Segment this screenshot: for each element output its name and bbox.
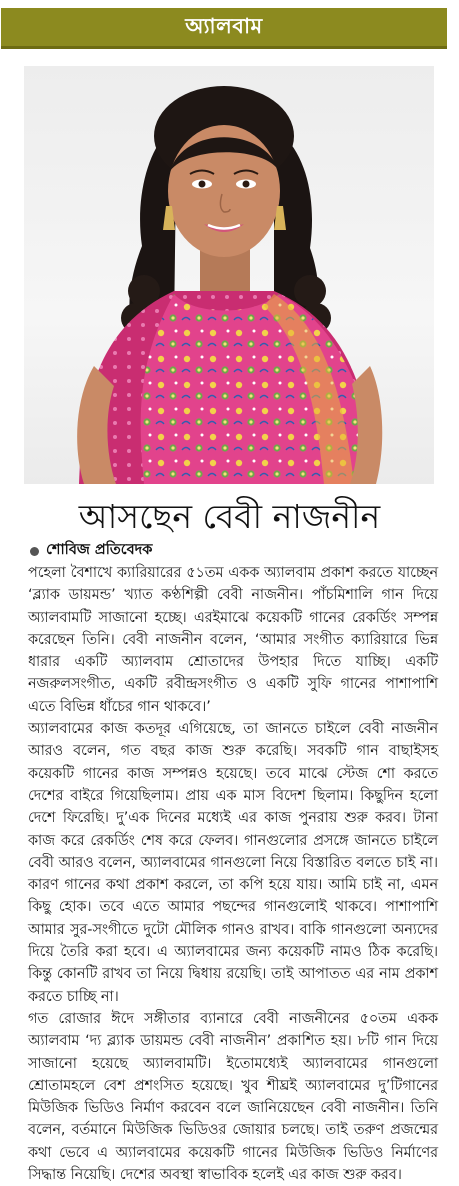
singer-portrait-illustration bbox=[24, 66, 434, 484]
bullet-icon bbox=[30, 547, 39, 556]
byline bbox=[30, 541, 152, 561]
article-paragraph-1: পহেলা বৈশাখে ক্যারিয়ারের ৫১তম একক অ্যালবাম প্রকাশ করতে যাচ্ছেন ‘ব্ল্যাক ডায়মন্ড’ খ্যাত কণ্ঠশিল্পী বেবী নাজনীন। পাঁচমিশালি গান দিয়ে অ্যালবামটি সাজানো হচ্ছে। এরইমাঝে কয়েকটি গানের রেকর্ডিং সম্পন্ন করেছেন তিনি। বেবী নাজনীন বলেন, ‘আমার সংগীত ক্যারিয়ারে ভিন্ন ধারার একটি অ্যালবাম শ্রোতাদের উপহার দিতে যাচ্ছি। একটি নজরুলসংগীত, একটি রবীন্দ্রসংগীত ও একটি সুফি গানের পাশাপাশি এতে বিভিন্ন ধাঁচের গান থাকবে।’ bbox=[28, 565, 438, 715]
section-title: অ্যালবাম bbox=[185, 13, 263, 38]
article-body bbox=[28, 562, 438, 1186]
byline-text: শোবিজ প্রতিবেদক bbox=[46, 542, 153, 558]
section-header-bar bbox=[1, 8, 447, 49]
article-paragraph-2: অ্যালবামের কাজ কতদূর এগিয়েছে, তা জানতে চাইলে বেবী নাজনীন আরও বলেন, গত বছর কাজ শুরু করেছি। সবকটি গান বাছাইসহ কয়েকটি গানের কাজ সম্পন্নও হয়েছে। তবে মাঝে স্টেজ শো করতে দেশের বাইরে গিয়েছিলাম। প্রায় এক মাস বিদেশ ছিলাম। কিছুদিন হলো দেশে ফিরেছি। দু’এক দিনের মধ্যেই এর কাজ পুনরায় শুরু করব। টানা কাজ করে রেকর্ডিং শেষ করে ফেলব। গানগুলোর প্রসঙ্গে জানতে চাইলে বেবী আরও বলেন, অ্যালবামের গানগুলো নিয়ে বিস্তারিত বলতে চাই না। কারণ গানের কথা প্রকাশ করলে, তা কপি হয়ে যায়। আমি চাই না, এমন কিছু হোক। তবে এতে আমার পছন্দের গানগুলোই থাকবে। পাশাপাশি আমার সুর-সংগীতে দুটো মৌলিক গানও রাখব। বাকি গানগুলো অন্যদের দিয়ে তৈরি করা হবে। এ অ্যালবামের জন্য কয়েকটি নামও ঠিক করেছি। কিন্তু কোনটি রাখব তা নিয়ে দ্বিধায় রয়েছি। তাই আপাতত এর নাম প্রকাশ করতে চাচ্ছি না। bbox=[28, 721, 438, 1005]
article-paragraph-3: গত রোজার ঈদে সঙ্গীতার ব্যানারে বেবী নাজনীনের ৫০তম একক অ্যালবাম ‘দ্য ব্ল্যাক ডায়মন্ড বেবী নাজনীন’ প্রকাশিত হয়। ৮টি গান দিয়ে সাজানো হয়েছে অ্যালবামটি। ইতোমধ্যেই অ্যালবামের গানগুলো শ্রোতামহলে বেশ প্রশংসিত হয়েছে। খুব শীঘ্রই অ্যালবামের দু’টিগানের মিউজিক ভিডিও নির্মাণ করবেন বলে জানিয়েছেন বেবী নাজনীন। তিনি বলেন, বর্তমানে মিউজিক ভিডিওর জোয়ার চলছে। তাই তরুণ প্রজন্মের কথা ভেবে এ অ্যালবামের কয়েকটি গানের মিউজিক ভিডিও নির্মাণের সিদ্ধান্ত নিয়েছি। দেশের অবস্থা স্বাভাবিক হলেই এর কাজ শুরু করব। bbox=[28, 1010, 438, 1184]
singer-photo bbox=[24, 66, 434, 484]
article-headline: আসছেন বেবী নাজনীন bbox=[78, 497, 381, 536]
